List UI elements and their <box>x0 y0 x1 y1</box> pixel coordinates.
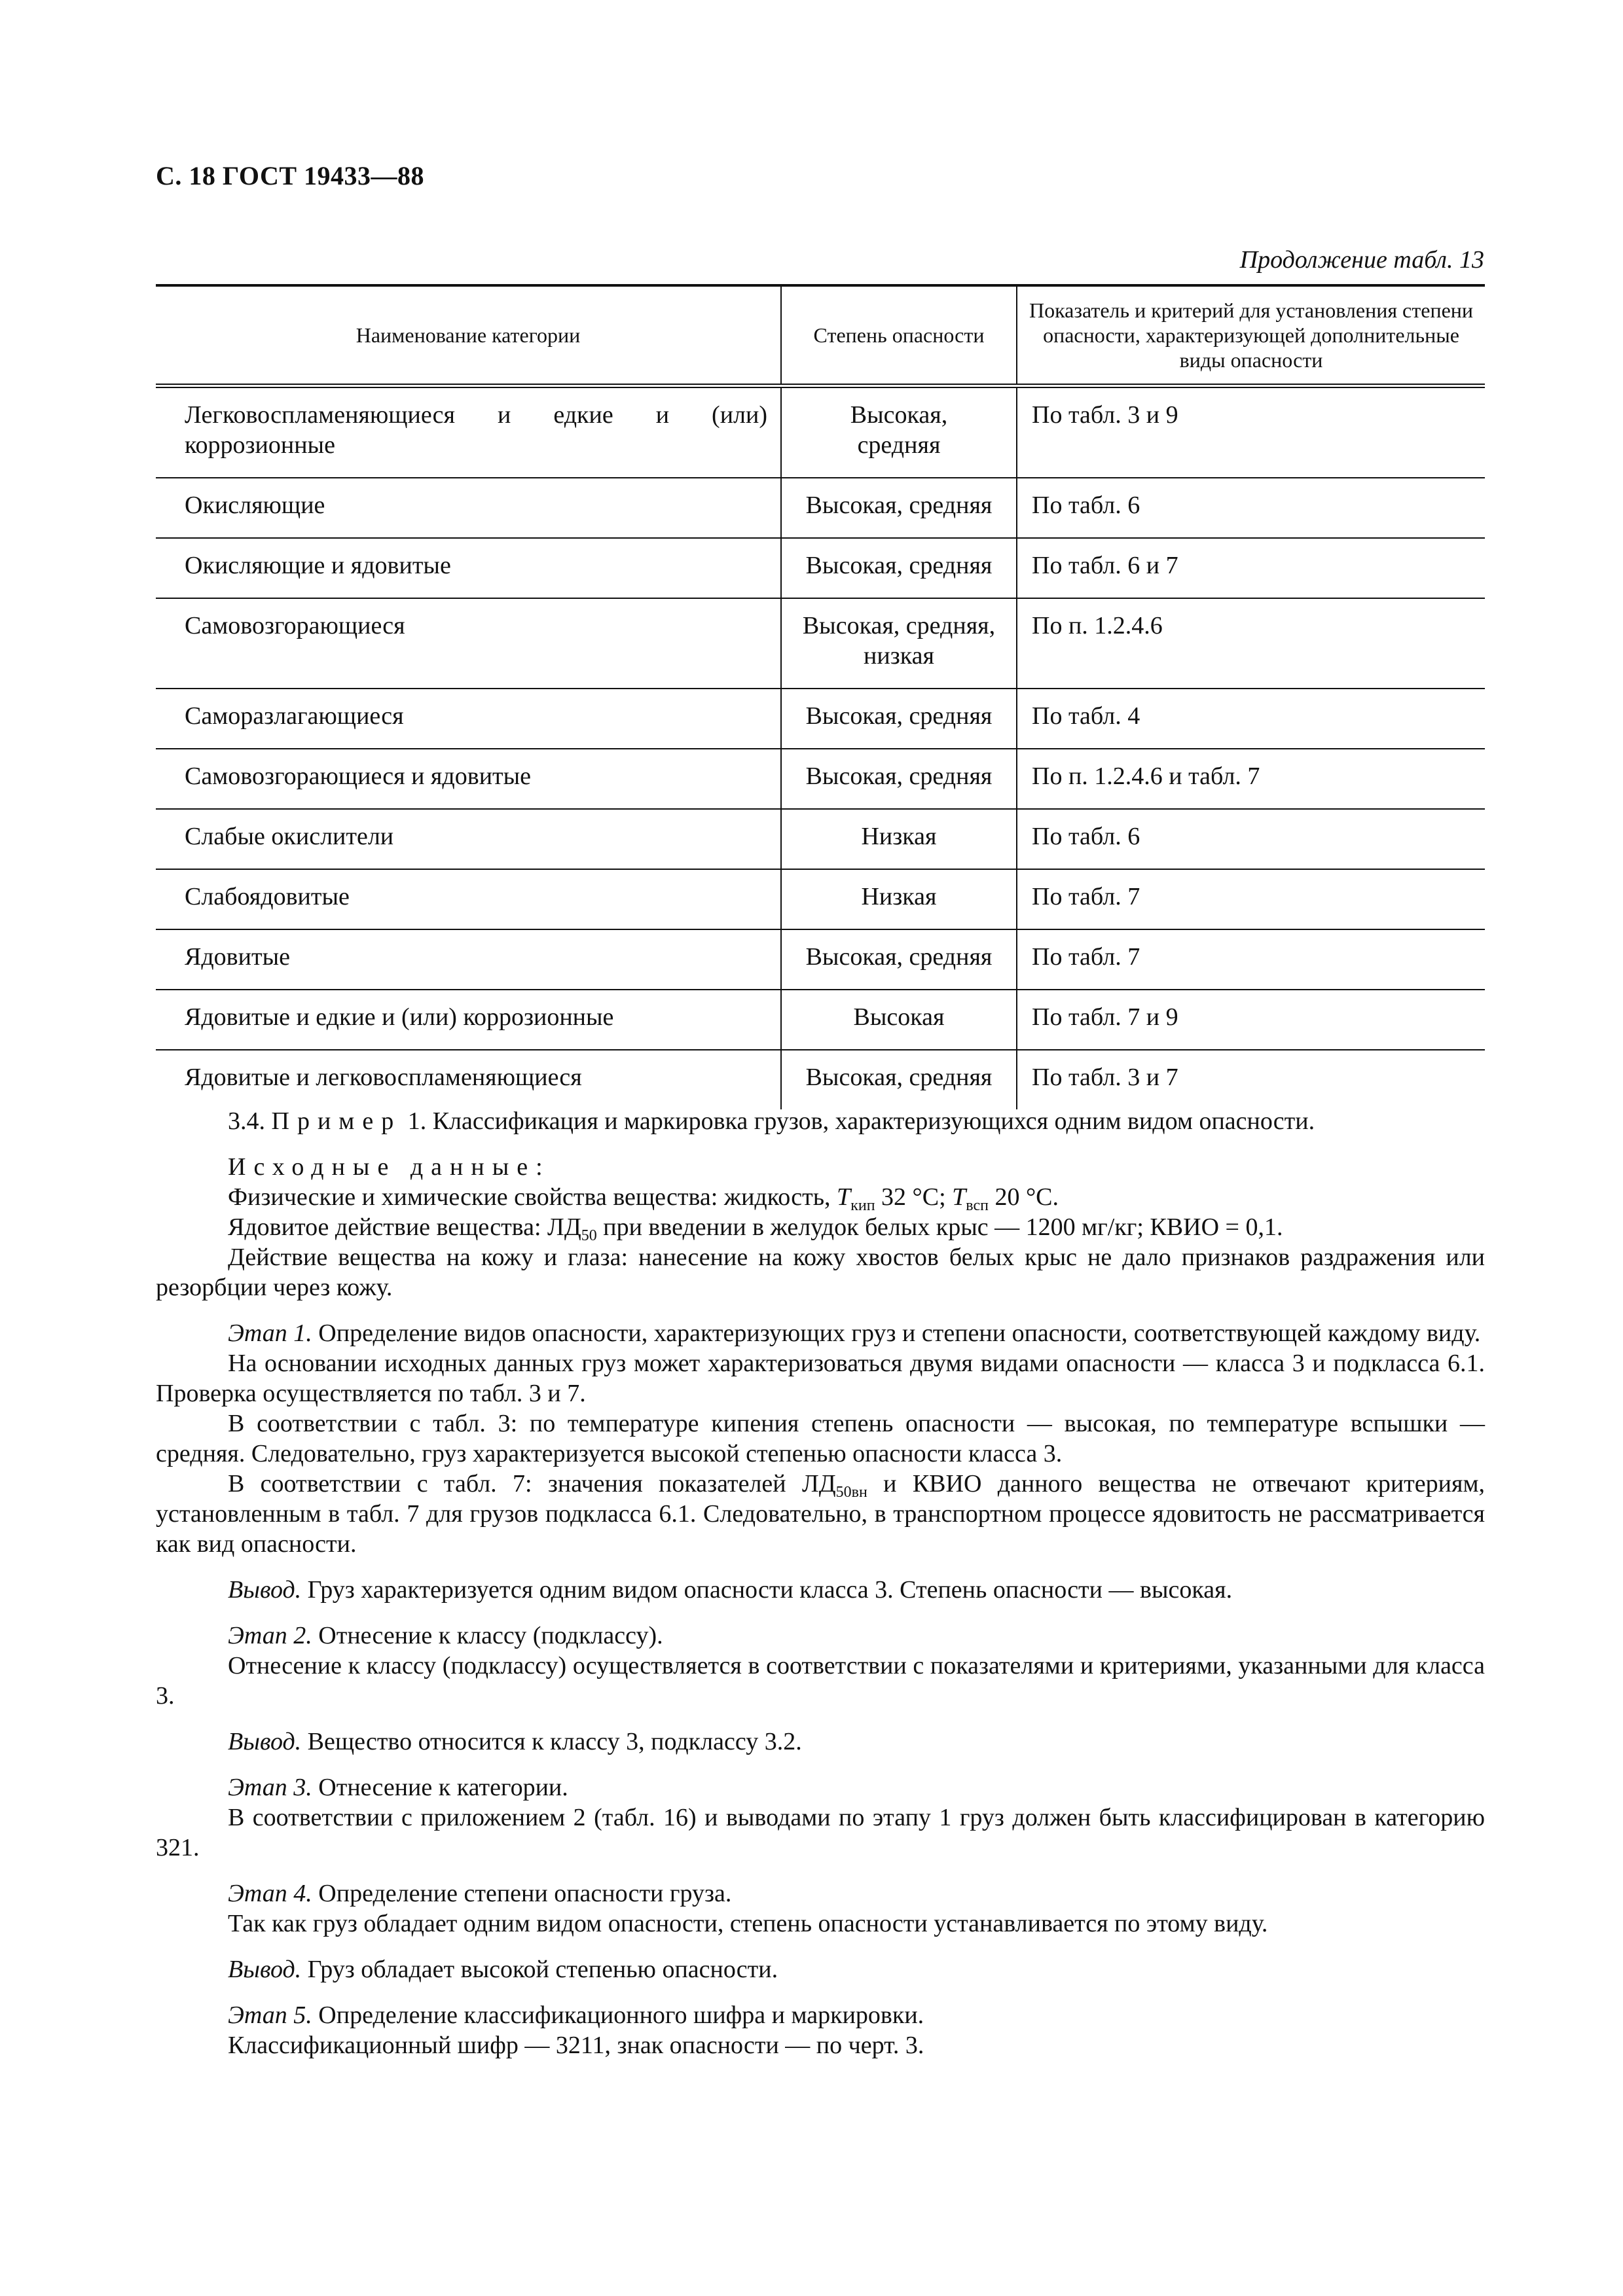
hazard-degree: Высокая, средняя <box>781 689 1017 749</box>
hazard-degree: Высокая, средняя <box>781 1050 1017 1109</box>
table-row <box>156 598 1485 689</box>
table-row <box>156 929 1485 990</box>
hazard-degree: Высокая, средняя <box>781 749 1017 809</box>
t-flash-value: 20 °С. <box>988 1183 1059 1211</box>
stage-5-title: Определение классификационного шифра и маркировки. <box>312 2001 924 2029</box>
hazard-degree: Низкая <box>781 809 1017 869</box>
stage-1-paragraph <box>156 1469 1485 1559</box>
conclusion-2 <box>156 1727 1485 1757</box>
hazard-degree: Высокая <box>781 990 1017 1050</box>
category-name: Ядовитые и легковоспламеняющиеся <box>185 1064 582 1091</box>
stage-2-paragraph: Отнесение к классу (подклассу) осуществляется в соответствии с показателями и критериями, указанными для класса 3. <box>156 1652 1485 1710</box>
category-name: Самовозгорающиеся <box>156 598 781 689</box>
t-flash-subscript: всп <box>966 1197 989 1214</box>
toxic-effect <box>156 1212 1485 1242</box>
phys-prefix: Физические и химические свойства вещества: жидкость, <box>228 1183 837 1211</box>
stage-4-paragraph: Так как груз обладает одним видом опасности, степень опасности устанавливается по этому виду. <box>228 1910 1268 1937</box>
hazard-criteria: По табл. 7 <box>1017 929 1485 990</box>
stage-1-paragraph: На основании исходных данных груз может характеризоваться двумя видами опасности — класса 3 и подкласса 6.1. Проверка осуществляется по табл. 3 и 7. <box>156 1350 1485 1407</box>
category-name: Ядовитые и едкие и (или) коррозионные <box>156 990 781 1050</box>
hazard-degree: Высокая, средняя <box>781 929 1017 990</box>
hazard-criteria: По п. 1.2.4.6 и табл. 7 <box>1017 749 1485 809</box>
hazard-criteria: По табл. 4 <box>1017 689 1485 749</box>
stage-2-label: Этап 2. <box>228 1622 312 1649</box>
category-name: Самовозгорающиеся и ядовитые <box>156 749 781 809</box>
category-name: Саморазлагающиеся <box>156 689 781 749</box>
stage-1-label: Этап 1. <box>228 1319 312 1347</box>
table-row <box>156 749 1485 809</box>
example-heading <box>156 1106 1485 1136</box>
hazard-criteria: По табл. 7 и 9 <box>1017 990 1485 1050</box>
conclusion-1-text: Груз характеризуется одним видом опасности класса 3. Степень опасности — высокая. <box>301 1576 1233 1604</box>
stage-5-paragraph: Классификационный шифр — 3211, знак опасности — по черт. 3. <box>228 2032 924 2059</box>
initial-data-heading <box>156 1152 1485 1182</box>
conclusion-1 <box>156 1575 1485 1605</box>
stage-3-title: Отнесение к категории. <box>312 1774 568 1801</box>
ld50vn-subscript: 50вн <box>835 1484 867 1501</box>
table-row <box>156 386 1485 478</box>
category-name: Окисляющие <box>156 478 781 538</box>
stage-1-paragraph: В соответствии с табл. 3: по температуре кипения степень опасности — высокая, по температуре вспышки — средняя. Следовательно, груз характеризуется высокой степенью опасности класса 3. <box>156 1410 1485 1467</box>
category-name: Слабые окислители <box>156 809 781 869</box>
toxic-prefix: Ядовитое действие вещества: ЛД <box>228 1213 581 1241</box>
hazard-degree: Высокая, средняя, низкая <box>781 598 1017 689</box>
table-row <box>156 990 1485 1050</box>
table-row <box>156 538 1485 598</box>
page-header: С. 18 ГОСТ 19433—88 <box>156 161 425 190</box>
col-header-criteria: Показатель и критерий для установления степени опасности, характеризующей дополнительные виды опасности <box>1017 285 1485 386</box>
hazard-criteria: По табл. 6 <box>1017 809 1485 869</box>
category-name: Ядовитые <box>156 929 781 990</box>
conclusion-label: Вывод. <box>228 1728 302 1755</box>
example-number: 3.4. <box>228 1107 265 1135</box>
stage-1 <box>156 1318 1485 1348</box>
initial-data-heading-text: Исходные данные: <box>228 1153 551 1181</box>
table-row <box>156 809 1485 869</box>
hazard-degree: Высокая, средняя <box>781 478 1017 538</box>
hazard-degree: Высокая, средняя <box>781 538 1017 598</box>
conclusion-4 <box>156 1954 1485 1984</box>
hazard-criteria: По табл. 6 <box>1017 478 1485 538</box>
stage-2 <box>156 1621 1485 1651</box>
hazard-criteria: По табл. 6 и 7 <box>1017 538 1485 598</box>
table-row <box>156 869 1485 929</box>
stage-4-label: Этап 4. <box>228 1880 312 1907</box>
category-name: Окисляющие и ядовитые <box>156 538 781 598</box>
stage-4 <box>156 1878 1485 1909</box>
stage-3-label: Этап 3. <box>228 1774 312 1801</box>
t-flash-symbol: T <box>952 1183 966 1211</box>
stage-4-title: Определение степени опасности груза. <box>312 1880 732 1907</box>
hazard-criteria: По табл. 3 и 9 <box>1017 386 1485 478</box>
col-header-degree: Степень опасности <box>781 285 1017 386</box>
table-row <box>156 689 1485 749</box>
category-name: Легковоспламеняющиеся и едкие и (или) коррозионные <box>156 386 781 478</box>
skin-effect: Действие вещества на кожу и глаза: нанесение на кожу хвостов белых крыс не дало признаков раздражения или резорбции через кожу. <box>156 1244 1485 1301</box>
example-word: Пример <box>271 1107 402 1135</box>
t-boil-subscript: кип <box>850 1197 875 1214</box>
physical-properties <box>156 1182 1485 1212</box>
col-header-category: Наименование категории <box>156 285 781 386</box>
hazard-degree: Высокая, средняя <box>781 386 1017 478</box>
stage-2-title: Отнесение к классу (подклассу). <box>312 1622 663 1649</box>
category-table <box>156 284 1485 1109</box>
table-header-row <box>156 285 1485 386</box>
conclusion-4-text: Груз обладает высокой степенью опасности. <box>301 1956 778 1983</box>
hazard-criteria: По табл. 3 и 7 <box>1017 1050 1485 1109</box>
category-name: Слабоядовитые <box>156 869 781 929</box>
table-continuation-label: Продолжение табл. 13 <box>1239 246 1484 274</box>
conclusion-label: Вывод. <box>228 1956 302 1983</box>
table-row <box>156 1050 1485 1109</box>
conclusion-label: Вывод. <box>228 1576 302 1604</box>
stage-5-label: Этап 5. <box>228 2001 312 2029</box>
stage-1-p3-suffix: и КВИО данного вещества не отвечают критериям, установленным в табл. 7 для грузов подкласса 6.1. Следовательно, в транспортном процессе ядовитость не рассматривается как вид опасности. <box>156 1470 1485 1558</box>
stage-1-title: Определение видов опасности, характеризующих груз и степени опасности, соответствующей каждому виду. <box>312 1319 1481 1347</box>
t-boil-symbol: T <box>837 1183 851 1211</box>
stage-3 <box>156 1772 1485 1803</box>
hazard-criteria: По табл. 7 <box>1017 869 1485 929</box>
conclusion-2-text: Вещество относится к классу 3, подклассу 3.2. <box>301 1728 802 1755</box>
body-text <box>156 1106 1485 2060</box>
table-row <box>156 478 1485 538</box>
stage-3-paragraph: В соответствии с приложением 2 (табл. 16) и выводами по этапу 1 груз должен быть классифицирован в категорию 321. <box>156 1804 1485 1861</box>
toxic-suffix: при введении в желудок белых крыс — 1200 мг/кг; КВИО = 0,1. <box>596 1213 1283 1241</box>
t-boil-value: 32 °С; <box>875 1183 953 1211</box>
hazard-criteria: По п. 1.2.4.6 <box>1017 598 1485 689</box>
hazard-degree: Низкая <box>781 869 1017 929</box>
stage-1-p3-prefix: В соответствии с табл. 7: значения показателей ЛД <box>228 1470 836 1498</box>
stage-5 <box>156 2000 1485 2030</box>
example-title: 1. Классификация и маркировка грузов, характеризующихся одним видом опасности. <box>407 1107 1315 1135</box>
ld-subscript: 50 <box>581 1227 597 1244</box>
